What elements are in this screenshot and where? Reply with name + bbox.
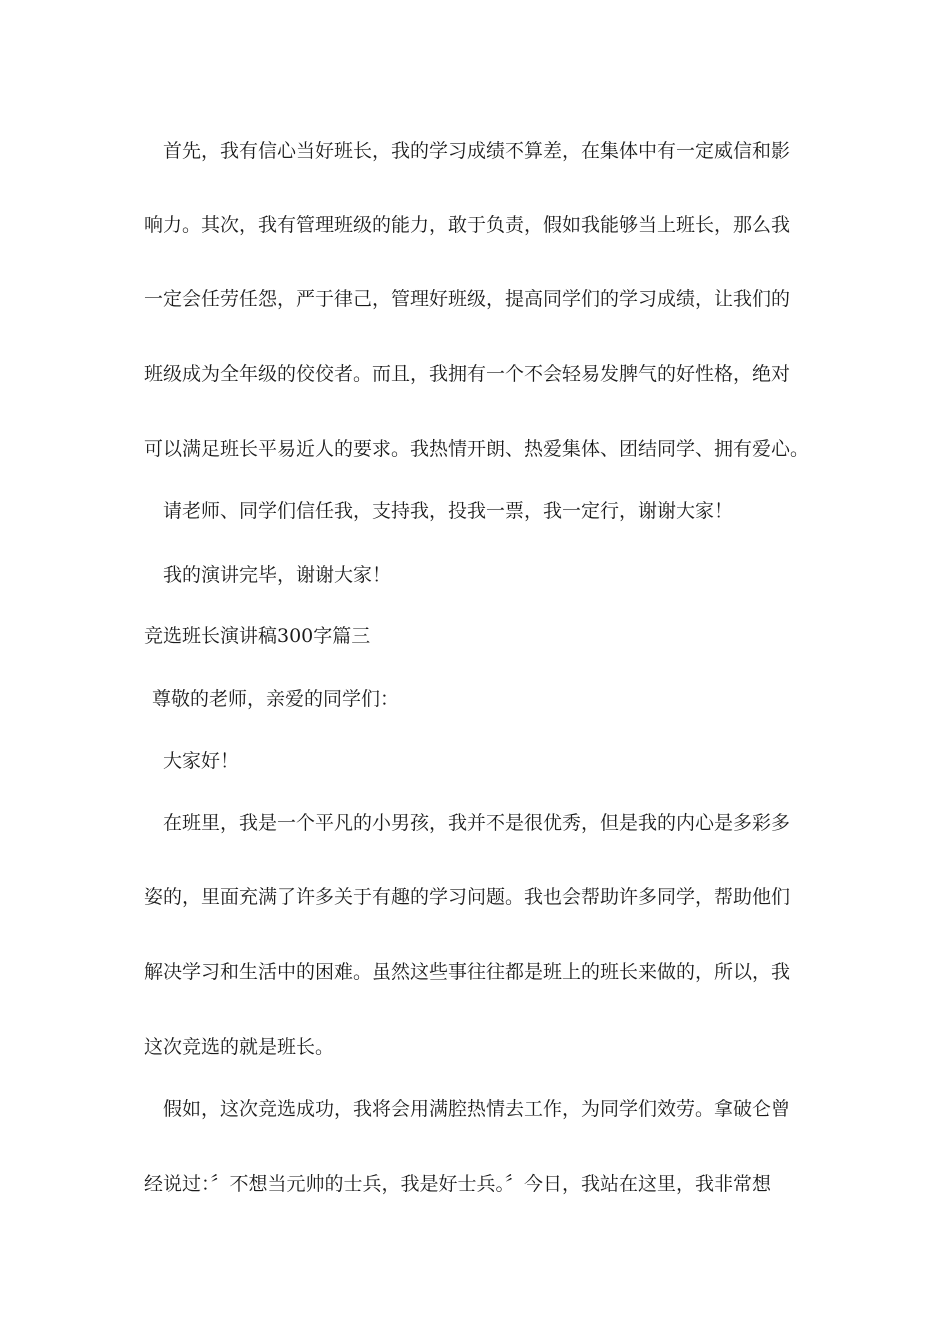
paragraph-line: 响力。其次，我有管理班级的能力，敢于负责，假如我能够当上班长，那么我 [144, 214, 791, 236]
paragraph-line: 这次竞选的就是班长。 [144, 1036, 335, 1058]
paragraph-line: 姿的，里面充满了许多关于有趣的学习问题。我也会帮助许多同学，帮助他们 [144, 886, 791, 908]
section-heading: 竞选班长演讲稿300字篇三 [144, 625, 371, 647]
paragraph-line: 我的演讲完毕，谢谢大家！ [163, 564, 392, 586]
paragraph-line: 一定会任劳任怨，严于律己，管理好班级，提高同学们的学习成绩，让我们的 [144, 288, 791, 310]
paragraph-line: 在班里，我是一个平凡的小男孩，我并不是很优秀，但是我的内心是多彩多 [163, 812, 791, 834]
salutation-line: 尊敬的老师，亲爱的同学们： [152, 688, 400, 710]
paragraph-line: 经说过：〞不想当元帅的士兵，我是好士兵。〞今日，我站在这里，我非常想 [144, 1173, 772, 1195]
paragraph-line: 假如，这次竞选成功，我将会用满腔热情去工作，为同学们效劳。拿破仑曾 [163, 1098, 791, 1120]
paragraph-line: 可以满足班长平易近人的要求。我热情开朗、热爱集体、团结同学、拥有爱心。 [144, 438, 810, 460]
paragraph-line: 班级成为全年级的佼佼者。而且，我拥有一个不会轻易发脾气的好性格，绝对 [144, 363, 791, 385]
greeting-line: 大家好！ [163, 750, 240, 772]
paragraph-line: 首先，我有信心当好班长，我的学习成绩不算差，在集体中有一定威信和影 [163, 140, 791, 162]
paragraph-line: 请老师、同学们信任我，支持我，投我一票，我一定行，谢谢大家！ [163, 500, 734, 522]
paragraph-line: 解决学习和生活中的困难。虽然这些事往往都是班上的班长来做的，所以，我 [144, 961, 791, 983]
